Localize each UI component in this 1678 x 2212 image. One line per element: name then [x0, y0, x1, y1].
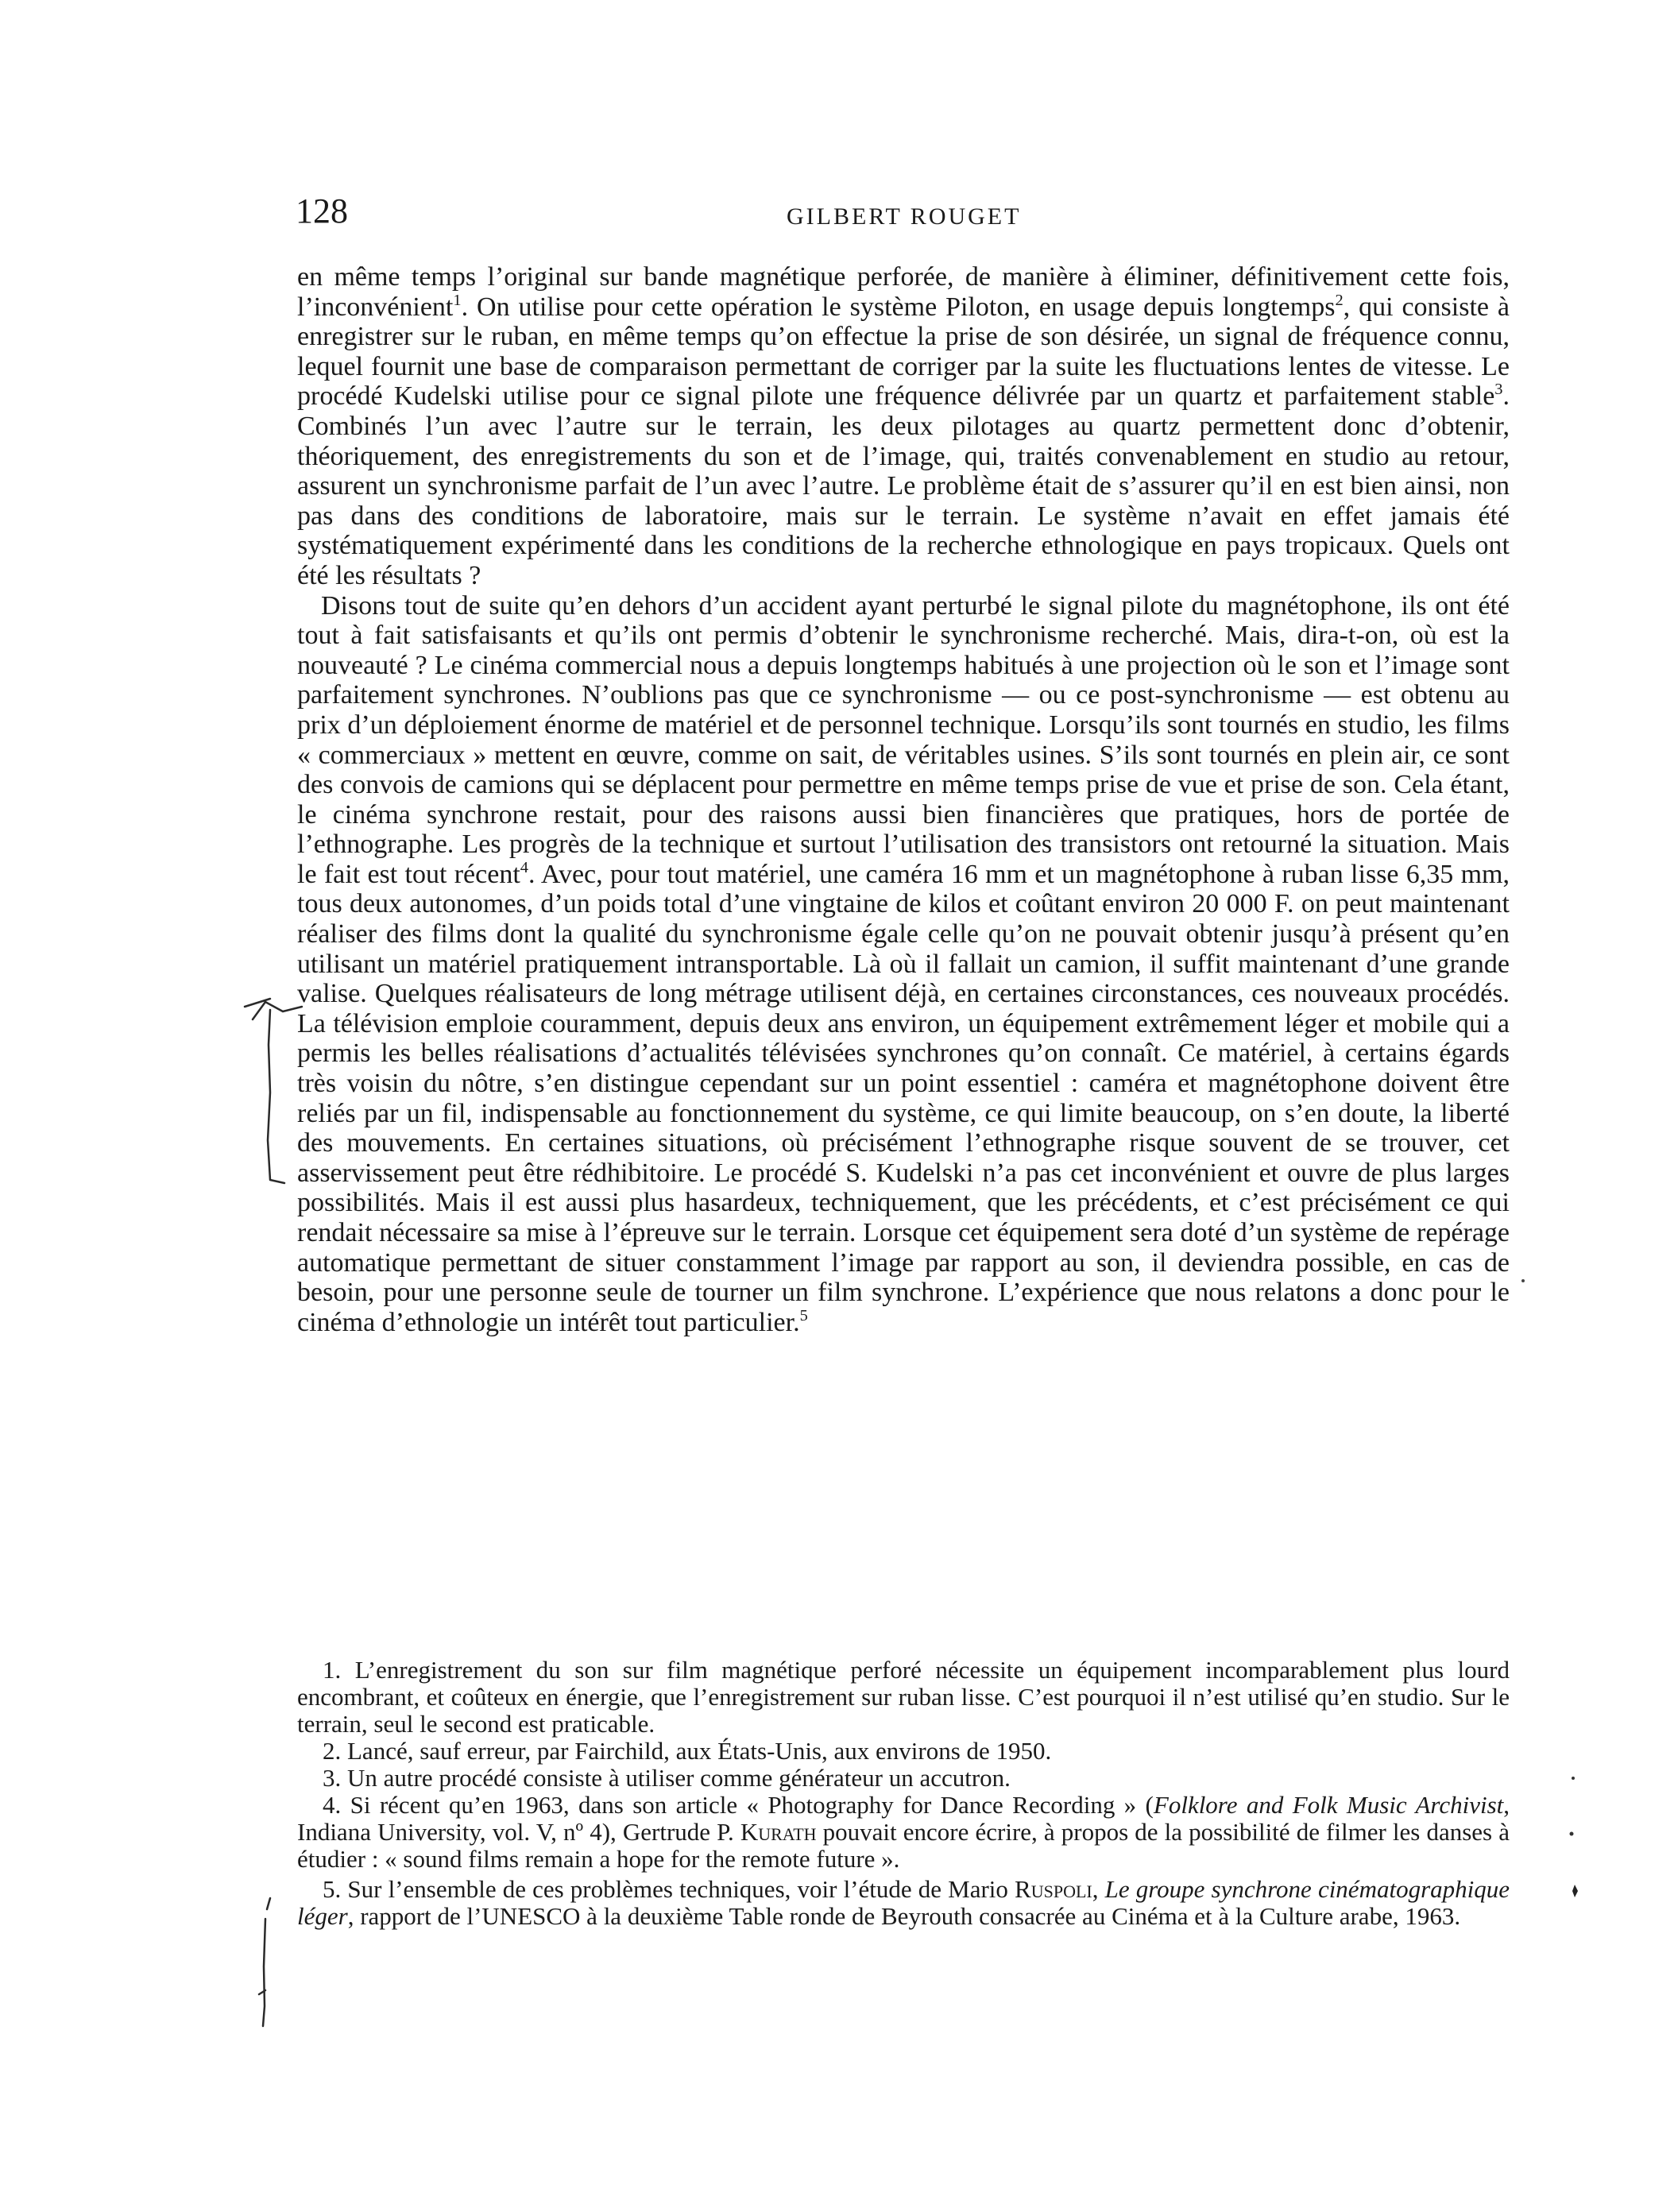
text-run: , Indiana University, vol. V, nº 4), Gertrude P.: [297, 1791, 1510, 1846]
text-run: 4. Si récent qu’en 1963, dans son article « Photography for Dance Recording » (: [323, 1791, 1154, 1819]
footnote-ref-2: 2: [1335, 291, 1344, 309]
margin-smudge-mark: [1565, 1772, 1589, 1899]
author-name: Kurath: [740, 1818, 817, 1846]
paragraph-1: [297, 262, 1510, 591]
journal-title: Folklore and Folk Music Archivist: [1153, 1791, 1504, 1819]
footnotes: [297, 1657, 1510, 1930]
text-run: 5. Sur l’ensemble de ces problèmes techniques, voir l’étude de Mario: [323, 1875, 1015, 1903]
margin-bracket-mark: [253, 1895, 284, 2030]
footnote-5: [297, 1876, 1510, 1930]
footnote-ref-5: 5: [799, 1306, 808, 1324]
text-run: Disons tout de suite qu’en dehors d’un accident ayant perturbé le signal pilote du magnétophone, ils ont été tout à fait satisfaisants et qu’ils ont permis d’obtenir le synchronisme recherché. Mais, dira-t-on, où est la nouveauté ? Le cinéma commercial nous a depuis longtemps habitués à une projection où le son et l’image sont parfaitement synchrones. N’oublions pas que ce synchronisme — ou ce post-synchronisme — est obtenu au prix d’un déploiement énorme de matériel et de personnel technique. Lorsqu’ils sont tournés en studio, les films « commerciaux » mettent en œuvre, comme on sait, de véritables usines. S’ils sont tournés en plein air, ce sont des convois de camions qui se déplacent pour permettre en même temps prise de vue et prise de son. Cela étant, le cinéma synchrone restait, pour des raisons aussi bien financières que pratiques, hors de portée de l’ethnographe. Les progrès de la technique et surtout l’utilisation des transistors ont retourné la situation. Mais le fait est tout récent: [297, 590, 1510, 889]
body-text: [297, 262, 1510, 1337]
text-run: pouvait encore écrire, à propos de la possibilité de filmer les danses à étudier : « sound films remain a hope for the remote future ».: [297, 1818, 1510, 1873]
text-run: , rapport de l’UNESCO à la deuxième Table ronde de Beyrouth consacrée au Cinéma et à la Culture arabe, 1963.: [347, 1902, 1461, 1930]
author-name: Ruspoli: [1015, 1875, 1092, 1903]
footnote-3: 3. Un autre procédé consiste à utiliser comme générateur un accutron.: [323, 1764, 1011, 1792]
footnote-ref-3: 3: [1494, 381, 1503, 399]
footnote-ref-1: 1: [453, 291, 462, 309]
text-run: , qui consiste à enregistrer sur le ruban, en même temps qu’on effectue la prise de son désirée, un signal de fréquence connu, lequel fournit une base de comparaison permettant de corriger par la suite les fluctuations lentes de vitesse. Le procédé Kudelski utilise pour ce signal pilote une fréquence délivrée par un quartz et parfaitement stable: [297, 292, 1510, 412]
margin-dot-mark: [1518, 1275, 1529, 1286]
footnote-4: [297, 1792, 1510, 1873]
footnote-ref-4: 4: [520, 858, 528, 876]
text-run: ,: [1092, 1875, 1105, 1903]
running-head: GILBERT ROUGET: [787, 203, 1022, 230]
text-run: . On utilise pour cette opération le système Piloton, en usage depuis longtemps: [461, 292, 1336, 322]
footnote-2: 2. Lancé, sauf erreur, par Fairchild, aux États-Unis, aux environs de 1950.: [323, 1737, 1052, 1765]
report-title: Le groupe synchrone cinématographique léger: [297, 1875, 1510, 1930]
text-run: en même temps l’original sur bande magnétique perforée, de manière à éliminer, définitivement cette fois, l’inconvénient: [297, 262, 1510, 322]
text-run: . Avec, pour tout matériel, une caméra 16 mm et un magnétophone à ruban lisse 6,35 mm, tous deux autonomes, d’un poids total d’une vingtaine de kilos et coûtant environ 20 000 F. on peut maintenant réaliser des films dont la qualité du synchronisme égale celle qu’on ne pouvait obtenir jusqu’à présent qu’en utilisant un matériel pratiquement intransportable. Là où il fallait un camion, il suffit maintenant d’une grande valise. Quelques réalisateurs de long métrage utilisent déjà, en certaines circonstances, ces nouveaux procédés. La télévision emploie couramment, depuis deux ans environ, un équipement extrêmement léger et mobile qui a permis les belles réalisations d’actualités télévisées synchrones qu’on connaît. Ce matériel, à certains égards très voisin du nôtre, s’en distingue cependant sur un point essentiel : caméra et magnétophone doivent être reliés par un fil, indispensable au fonctionnement du système, ce qui limite beaucoup, on s’en doute, la liberté des mouvements. En certaines situations, où précisément l’ethnographe risque souvent de se trouver, cet asservissement peut être rédhibitoire. Le procédé S. Kudelski n’a pas cet inconvénient et ouvre de plus larges possibilités. Mais il est aussi plus hasardeux, techniquement, que les précédents, et c’est précisément ce qui rendait nécessaire sa mise à l’épreuve sur le terrain. Lorsque cet équipement sera doté d’un système de repérage automatique permettant de situer constamment l’image par rapport au son, il deviendra possible, en cas de besoin, pour une personne seule de tourner un film synchrone. L’expérience que nous relatons a donc pour le cinéma d’ethnologie un intérêt tout particulier.: [297, 859, 1510, 1337]
page-number: 128: [296, 191, 348, 230]
text-run: . Combinés l’un avec l’autre sur le terrain, les deux pilotages au quartz permettent donc d’obtenir, théoriquement, des enregistrements du son et de l’image, qui, traités convenablement en studio au retour, assurent un synchronisme parfait de l’un avec l’autre. Le problème était de s’assurer qu’il en est bien ainsi, non pas dans des conditions de laboratoire, mais sur le terrain. Le système n’avait en effet jamais été systématiquement expérimenté dans les conditions de la recherche ethnologique en pays tropicaux. Quels ont été les résultats ?: [297, 381, 1510, 590]
footnote-1: 1. L’enregistrement du son sur film magnétique perforé nécessite un équipement incomparablement plus lourd encombrant, et coûteux en énergie, que l’enregistrement sur ruban lisse. C’est pourquoi il n’est utilisé qu’en studio. Sur le terrain, seul le second est praticable.: [297, 1656, 1510, 1738]
paragraph-2: [297, 591, 1510, 1338]
